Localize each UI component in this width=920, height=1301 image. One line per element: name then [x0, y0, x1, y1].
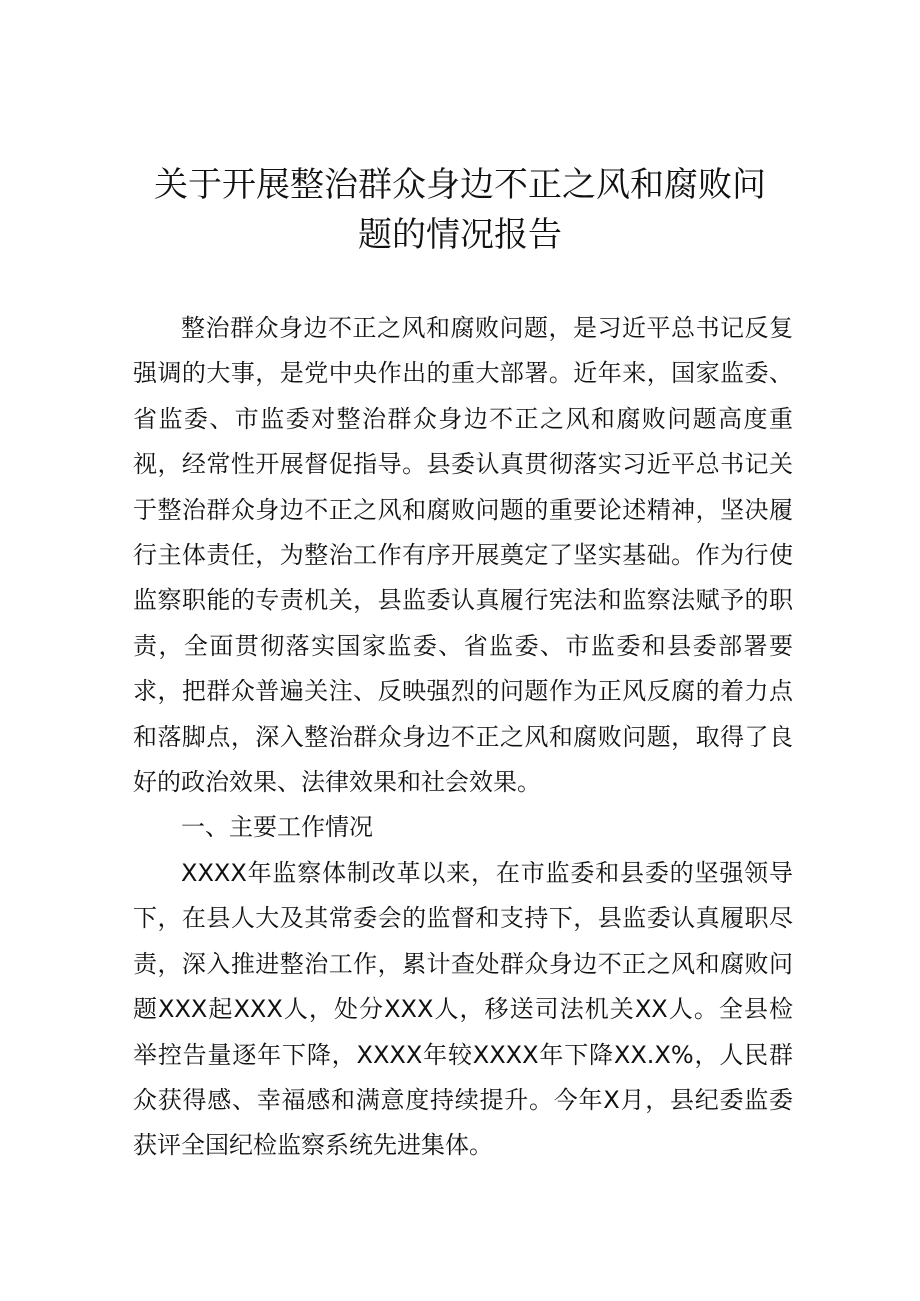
- title-line-1: 关于开展整治群众身边不正之风和腐败问: [154, 165, 766, 205]
- document-body: [133, 306, 793, 1169]
- intro-paragraph: 整治群众身边不正之风和腐败问题，是习近平总书记反复强调的大事，是党中央作出的重大部署。近年来，国家监委、省监委、市监委对整治群众身边不正之风和腐败问题高度重视，经常性开展督促指导。县委认真贯彻落实习近平总书记关于整治群众身边不正之风和腐败问题的重要论述精神，坚决履行主体责任，为整治工作有序开展奠定了坚实基础。作为行使监察职能的专责机关，县监委认真履行宪法和监察法赋予的职责，全面贯彻落实国家监委、省监委、市监委和县委部署要求，把群众普遍关注、反映强烈的问题作为正风反腐的着力点和落脚点，深入整治群众身边不正之风和腐败问题，取得了良好的政治效果、法律效果和社会效果。: [133, 314, 793, 797]
- document-title: [120, 160, 800, 260]
- work-summary-paragraph: XXXX年监察体制改革以来，在市监委和县委的坚强领导下，在县人大及其常委会的监督和支持下，县监委认真履职尽责，深入推进整治工作，累计查处群众身边不正之风和腐败问题XXX起XXX人，处分XXX人，移送司法机关XX人。全县检举控告量逐年下降，XXXX年较XXXX年下降XX.X%，人民群众获得感、幸福感和满意度持续提升。今年X月，县纪委监委获评全国纪检监察系统先进集体。: [133, 858, 793, 1160]
- title-line-2: 题的情况报告: [358, 215, 562, 255]
- section-heading: 一、主要工作情况: [181, 813, 373, 842]
